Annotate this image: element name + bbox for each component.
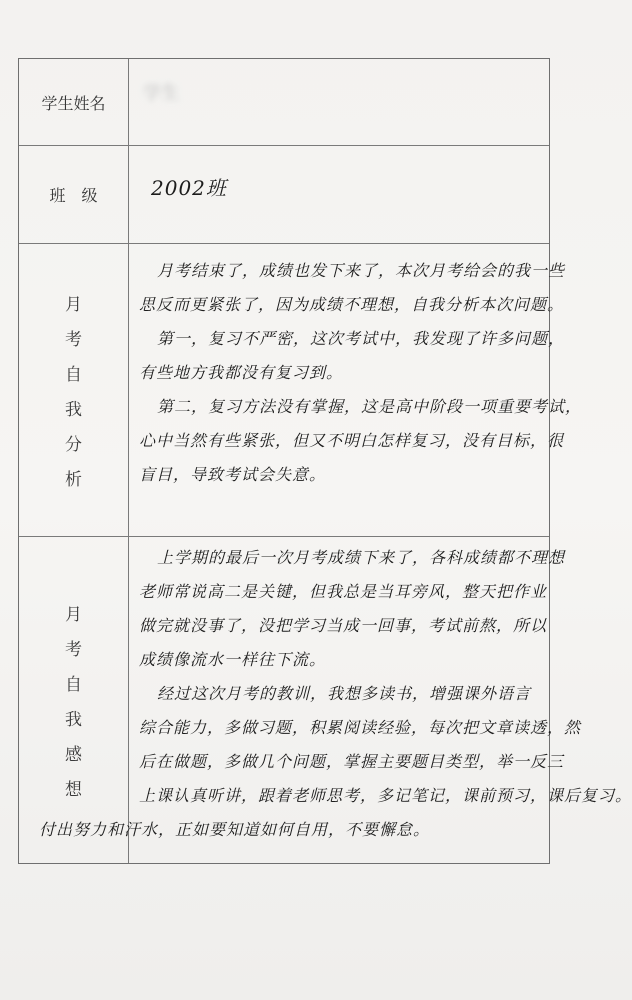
handwritten-line: 综合能力，多做习题，积累阅读经验，每次把文章读透，然 bbox=[139, 718, 582, 737]
class-cell bbox=[129, 146, 549, 243]
reflection-label-char: 考 bbox=[65, 640, 82, 660]
handwritten-line: 第二，复习方法没有掌握，这是高中阶段一项重要考试， bbox=[157, 397, 583, 416]
handwritten-line: 后在做题，多做几个问题，掌握主要题目类型，举一反三 bbox=[139, 752, 565, 771]
handwritten-line: 上课认真听讲，跟着老师思考，多记笔记，课前预习，课后复习。 bbox=[139, 786, 632, 805]
handwritten-line: 经过这次月考的教训，我想多读书，增强课外语言 bbox=[157, 684, 532, 703]
analysis-label bbox=[19, 244, 129, 536]
handwritten-line: 有些地方我都没有复习到。 bbox=[139, 363, 344, 382]
analysis-label-char: 我 bbox=[65, 400, 82, 420]
handwritten-line: 盲目，导致考试会失意。 bbox=[139, 465, 327, 484]
student-name-row bbox=[19, 59, 549, 146]
class-row bbox=[19, 146, 549, 244]
self-analysis-form bbox=[18, 58, 632, 864]
handwritten-line: 付出努力和汗水，正如要知道如何自用，不要懈怠。 bbox=[39, 820, 431, 839]
reflection-row bbox=[19, 537, 632, 863]
handwritten-line: 心中当然有些紧张，但又不明白怎样复习，没有目标，很 bbox=[139, 431, 565, 450]
student-name-label: 学生姓名 bbox=[19, 59, 129, 145]
analysis-row bbox=[19, 244, 583, 537]
handwritten-line: 月考结束了，成绩也发下来了，本次月考给会的我一些 bbox=[157, 261, 566, 280]
student-name-cell bbox=[129, 59, 549, 145]
class-label: 班 级 bbox=[19, 146, 129, 243]
handwritten-line: 成绩像流水一样往下流。 bbox=[139, 650, 327, 669]
analysis-label-char: 考 bbox=[65, 330, 82, 350]
reflection-label-char: 自 bbox=[65, 675, 82, 695]
reflection-text bbox=[39, 537, 632, 863]
handwritten-line: 思反而更紧张了，因为成绩不理想，自我分析本次问题。 bbox=[139, 295, 565, 314]
handwritten-line: 做完就没事了，没把学习当成一回事，考试前熬，所以 bbox=[139, 616, 548, 635]
handwritten-line: 老师常说高二是关键，但我总是当耳旁风，整天把作业 bbox=[139, 582, 548, 601]
analysis-text bbox=[129, 244, 583, 536]
reflection-label-char: 月 bbox=[65, 605, 82, 625]
student-name-value-blurred: 学生 bbox=[143, 83, 179, 104]
handwritten-line: 第一，复习不严密，这次考试中，我发现了许多问题， bbox=[157, 329, 566, 348]
handwritten-line: 上学期的最后一次月考成绩下来了，各科成绩都不理想 bbox=[157, 548, 566, 567]
reflection-label-char: 想 bbox=[65, 780, 82, 800]
analysis-label-char: 自 bbox=[65, 365, 82, 385]
analysis-label-char: 分 bbox=[65, 435, 82, 455]
analysis-label-char: 月 bbox=[65, 295, 82, 315]
reflection-label-char: 我 bbox=[65, 710, 82, 730]
reflection-label-char: 感 bbox=[65, 745, 82, 765]
analysis-label-char: 析 bbox=[65, 470, 82, 490]
class-value: 2002班 bbox=[151, 176, 227, 200]
